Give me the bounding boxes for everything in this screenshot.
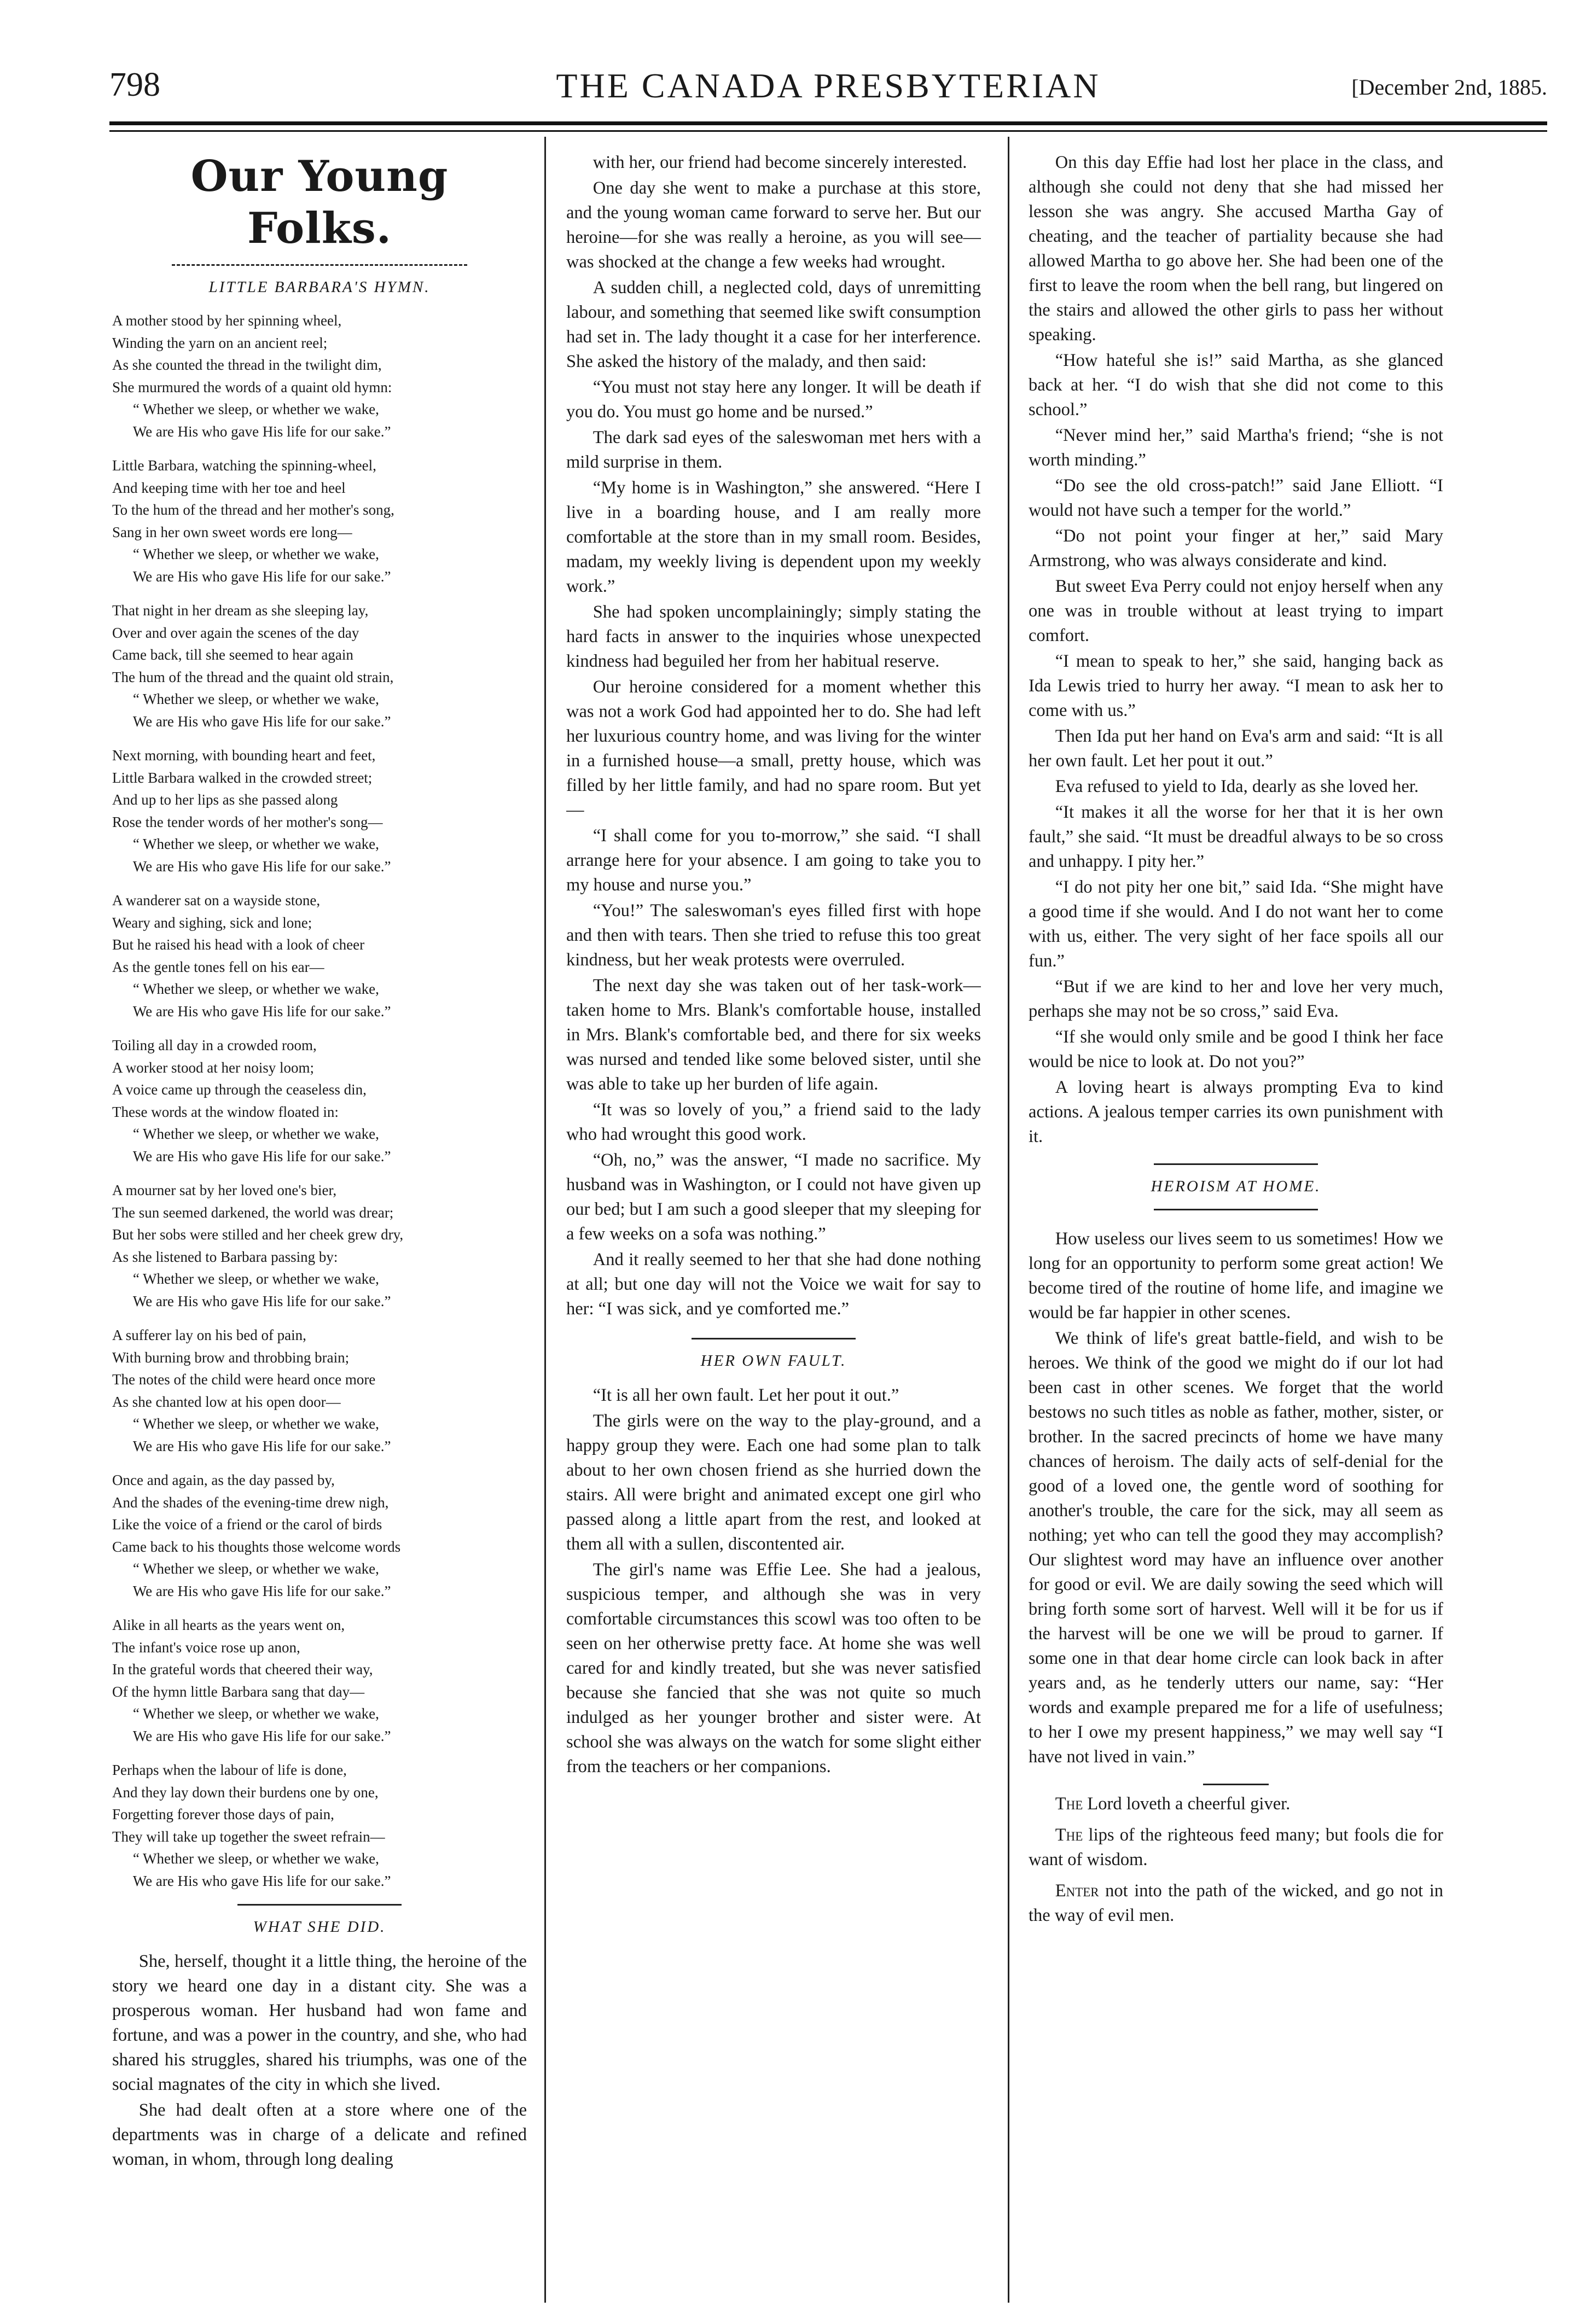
- poem-line: That night in her dream as she sleeping lay,: [112, 602, 369, 619]
- story-body: [1029, 150, 1443, 1149]
- paragraph: “My home is in Washington,” she answered. “Here I live in a boarding house, and I am really more comfortable at the store than in my small room. Besides, madam, my weekly living is dependent upon my weekly work.”: [566, 478, 981, 596]
- poem-line: “ Whether we sleep, or whether we wake,: [132, 1271, 379, 1287]
- proverb-lead: The: [1055, 1794, 1083, 1814]
- paragraph: One day she went to make a purchase at this store, and the young woman came forward to serve her. But our heroine—for she was really a heroine, as you will see—was shocked at the change a few weeks had wrought.: [566, 178, 981, 272]
- section-rule: [1154, 1163, 1318, 1165]
- story-body: [566, 150, 981, 1321]
- poem-line: We are His who gave His life for our sake.”: [132, 1727, 391, 1744]
- poem-line: A mother stood by her spinning wheel,: [112, 312, 342, 329]
- essay-title: HEROISM AT HOME.: [1151, 1178, 1321, 1195]
- stanza: [112, 1324, 527, 1457]
- paragraph: And it really seemed to her that she had done nothing at all; but one day will not the Voice we wait for say to her: “I was sick, and ye comforted me.”: [566, 1250, 981, 1319]
- paragraph: How useless our lives seem to us sometimes! How we long for an opportunity to perform some great action! We become tired of the routine of home life, and imagine we would be far happier in other scenes.: [1029, 1229, 1443, 1323]
- poem-line: Toiling all day in a crowded room,: [112, 1037, 317, 1053]
- paragraph: “Do not point your finger at her,” said Mary Armstrong, who was always considerate and kind.: [1029, 526, 1443, 570]
- poem-line: “ Whether we sleep, or whether we wake,: [132, 1416, 379, 1432]
- section-title: Our Young Folks.: [190, 152, 449, 253]
- paragraph: “It is all her own fault. Let her pout it out.”: [592, 1385, 899, 1405]
- story-title: WHAT SHE DID.: [253, 1918, 386, 1936]
- paragraph: She had spoken uncomplainingly; simply stating the hard facts in answer to the inquiries whose unexpected kindness had beguiled her from her habitual reserve.: [566, 602, 981, 671]
- stanza: [112, 599, 527, 732]
- paragraph: “I do not pity her one bit,” said Ida. “She might have a good time if she would. And I do not want her to come with us, either. The very sight of her face spoils all our fun.”: [1029, 877, 1443, 971]
- poem-line: Came back to his thoughts those welcome words: [112, 1538, 401, 1555]
- story-body: [566, 1383, 981, 1779]
- poem-line: Of the hymn little Barbara sang that day—: [112, 1683, 365, 1700]
- paragraph: “I mean to speak to her,” she said, hanging back as Ida Lewis tried to hurry her away. “I mean to ask her to come with us.”: [1029, 651, 1443, 720]
- issue-date: [December 2nd, 1885.: [1351, 75, 1547, 100]
- section-rule: [237, 1904, 402, 1906]
- poem-line: “ Whether we sleep, or whether we wake,: [132, 981, 379, 997]
- poem-line: Rose the tender words of her mother's song—: [112, 813, 383, 830]
- paragraph: We think of life's great battle-field, and wish to be heroes. We think of the good we might do if our lot had been cast in other scenes. We forget that the world bestows no such titles as noble as father, mother, sister, or brother. In the sacred precincts of home we have many chances of heroism. The daily acts of self-denial for the good of a loved one, the gentle word of soothing for another's trouble, the care for the sick, may all seem as nothing; yet who can tell the good they may accomplish? Our slightest word may have an influence over another for good or evil. We are daily sowing the seed which will bring forth some sort of harvest. Well will it be for us if the harvest will be one we will be proud to garner. If some one in that dear home circle can look back in after years and, as he tenderly utters our name, say: “Her words and example prepared me for a life of usefulness; to her I owe my present happiness,” we may well say “I have not lived in vain.”: [1029, 1329, 1443, 1767]
- poem-line: And keeping time with her toe and heel: [112, 479, 346, 496]
- poem-line: We are His who gave His life for our sake.”: [132, 713, 391, 730]
- paragraph: Our heroine considered for a moment whether this was not a work God had appointed her to do. She had left her luxurious country home, and was living for the winter in a furnished house—a small, pretty house, which was filled by her little family, and had no spare room. But yet—: [566, 677, 981, 820]
- paragraph: The girls were on the way to the play-ground, and a happy group they were. Each one had some plan to talk about to her own chosen friend as she hurried down the stairs. All were bright and animated except one girl who passed along a little apart from the rest, and looked at them all with a sullen, discontented air.: [566, 1411, 981, 1554]
- paragraph: She, herself, thought it a little thing, the heroine of the story we heard one day in a distant city. She was a prosperous woman. Her husband had won fame and fortune, and was a power in the country, and she, who had shared his struggles, shared his triumphs, was one of the social magnates of the city in which she lived.: [112, 1952, 527, 2094]
- poem-line: A worker stood at her noisy loom;: [112, 1059, 314, 1076]
- poem-line: Once and again, as the day passed by,: [112, 1472, 335, 1488]
- section-rule: [1154, 1209, 1318, 1210]
- poem-line: We are His who gave His life for our sake.”: [132, 1003, 391, 1020]
- poem-line: She murmured the words of a quaint old hymn:: [112, 378, 392, 395]
- poem-line: A mourner sat by her loved one's bier,: [112, 1182, 337, 1198]
- stanza: [112, 310, 527, 442]
- page-number: 798: [109, 66, 160, 103]
- paragraph: On this day Effie had lost her place in the class, and although she could not deny that she had missed her lesson she was angry. She accused Martha Gay of cheating, and the teacher of partiality because she had allowed Martha to go above her. She had been one of the first to leave the room when the bell rang, but lingered on the stairs and allowed the other girls to pass her without speaking.: [1029, 153, 1443, 345]
- stanza: [112, 455, 527, 587]
- poem-line: “ Whether we sleep, or whether we wake,: [132, 546, 379, 562]
- column-2: [566, 150, 981, 2300]
- proverbs: [1029, 1792, 1443, 1928]
- story-title: HER OWN FAULT.: [700, 1352, 847, 1370]
- paragraph: “If she would only smile and be good I think her face would be nice to look at. Do not you?”: [1029, 1027, 1443, 1071]
- proverb-text: not into the path of the wicked, and go not in the way of evil men.: [1029, 1881, 1443, 1925]
- paragraph: “You must not stay here any longer. It will be death if you do. You must go home and be nursed.”: [566, 377, 981, 422]
- poem-line: We are His who gave His life for our sake.”: [132, 1582, 391, 1599]
- column-1: [112, 150, 527, 2300]
- paragraph: “How hateful she is!” said Martha, as she glanced back at her. “I do wish that she did not come to this school.”: [1029, 351, 1443, 420]
- poem-line: As she chanted low at his open door—: [112, 1393, 341, 1410]
- paper-title: THE CANADA PRESBYTERIAN: [556, 66, 1101, 105]
- proverb-text: lips of the righteous feed many; but fools die for want of wisdom.: [1029, 1825, 1443, 1869]
- poem-line: “ Whether we sleep, or whether we wake,: [132, 1850, 379, 1867]
- page-header: [109, 66, 1547, 126]
- stanza: [112, 1469, 527, 1602]
- poem-line: A sufferer lay on his bed of pain,: [112, 1327, 306, 1343]
- poem-line: As she counted the thread in the twilight dim,: [112, 357, 382, 373]
- poem-line: And up to her lips as she passed along: [112, 791, 338, 808]
- stanza: [112, 889, 527, 1022]
- paragraph: “But if we are kind to her and love her very much, perhaps she may not be so cross,” said Eva.: [1029, 977, 1443, 1021]
- poem: [112, 310, 527, 1892]
- poem-line: In the grateful words that cheered their way,: [112, 1661, 373, 1678]
- section-rule: [692, 1338, 856, 1339]
- poem-line: Weary and sighing, sick and lone;: [112, 914, 312, 931]
- proverb: [1029, 1879, 1443, 1928]
- poem-line: The notes of the child were heard once more: [112, 1371, 376, 1388]
- poem-line: A wanderer sat on a wayside stone,: [112, 892, 321, 908]
- essay-body: [1029, 1227, 1443, 1769]
- poem-line: We are His who gave His life for our sake.”: [132, 1437, 391, 1454]
- poem-line: We are His who gave His life for our sake.”: [132, 858, 391, 875]
- poem-line: The sun seemed darkened, the world was drear;: [112, 1204, 394, 1221]
- poem-line: Forgetting forever those days of pain,: [112, 1806, 334, 1822]
- poem-line: To the hum of the thread and her mother's song,: [112, 502, 394, 518]
- proverb-lead: Enter: [1055, 1881, 1099, 1901]
- poem-line: Next morning, with bounding heart and feet,: [112, 747, 376, 764]
- poem-line: Like the voice of a friend or the carol of birds: [112, 1516, 382, 1533]
- poem-line: Alike in all hearts as the years went on,: [112, 1617, 345, 1633]
- proverb: [1029, 1823, 1443, 1872]
- paragraph: But sweet Eva Perry could not enjoy herself when any one was in trouble without at least trying to impart comfort.: [1029, 576, 1443, 645]
- paragraph: Eva refused to yield to Ida, dearly as she loved her.: [1055, 777, 1419, 796]
- poem-line: “ Whether we sleep, or whether we wake,: [132, 1705, 379, 1722]
- proverb: [1029, 1792, 1443, 1816]
- stanza: [112, 1034, 527, 1167]
- poem-line: As the gentle tones fell on his ear—: [112, 958, 324, 975]
- poem-line: And they lay down their burdens one by one,: [112, 1784, 379, 1801]
- paragraph: “You!” The saleswoman's eyes filled first with hope and then with tears. Then she tried to refuse this too great kindness, but her weak protests were overruled.: [566, 901, 981, 970]
- poem-line: They will take up together the sweet refrain—: [112, 1828, 385, 1845]
- poem-line: Sang in her own sweet words ere long—: [112, 523, 352, 540]
- header-rule-thin: [109, 130, 1547, 132]
- column-divider: [1008, 137, 1009, 2303]
- poem-line: With burning brow and throbbing brain;: [112, 1349, 350, 1366]
- poem-line: Little Barbara walked in the crowded street;: [112, 769, 373, 786]
- paragraph: with her, our friend had become sincerely interested.: [592, 153, 967, 172]
- poem-line: And the shades of the evening-time drew nigh,: [112, 1494, 389, 1511]
- proverb-text: Lord loveth a cheerful giver.: [1083, 1794, 1291, 1814]
- poem-line: The infant's voice rose up anon,: [112, 1639, 300, 1656]
- poem-title: LITTLE BARBARA'S HYMN.: [208, 278, 431, 296]
- paragraph: “I shall come for you to-morrow,” she said. “I shall arrange here for your absence. I am going to take you to my house and nurse you.”: [566, 826, 981, 895]
- poem-line: Came back, till she seemed to hear again: [112, 646, 353, 663]
- poem-line: These words at the window floated in:: [112, 1103, 339, 1120]
- poem-line: We are His who gave His life for our sake.”: [132, 1872, 391, 1889]
- poem-line: The hum of the thread and the quaint old strain,: [112, 668, 394, 685]
- paragraph: “It was so lovely of you,” a friend said to the lady who had wrought this good work.: [566, 1100, 981, 1144]
- column-divider: [544, 137, 546, 2303]
- paragraph: “Do see the old cross-patch!” said Jane Elliott. “I would not have such a temper for the world.”: [1029, 476, 1443, 520]
- poem-line: We are His who gave His life for our sake.”: [132, 423, 391, 440]
- title-rule: [172, 264, 467, 266]
- stanza: [112, 1179, 527, 1312]
- paragraph: The dark sad eyes of the saleswoman met hers with a mild surprise in them.: [566, 428, 981, 472]
- poem-line: But he raised his head with a look of cheer: [112, 936, 365, 953]
- poem-line: “ Whether we sleep, or whether we wake,: [132, 1560, 379, 1577]
- paragraph: Then Ida put her hand on Eva's arm and said: “It is all her own fault. Let her pout it out.”: [1029, 726, 1443, 771]
- poem-line: We are His who gave His life for our sake.”: [132, 1292, 391, 1309]
- poem-line: “ Whether we sleep, or whether we wake,: [132, 1126, 379, 1142]
- paragraph: The girl's name was Effie Lee. She had a jealous, suspicious temper, and although she was in very comfortable circumstances this scowl was too often to be seen on her otherwise pretty face. At home she was well cared for and kindly treated, but she was never satisfied because she fancied that she was not quite so much indulged as her younger brother and sister were. At school she was always on the watch for some slight either from the teachers or her companions.: [566, 1560, 981, 1777]
- poem-line: “ Whether we sleep, or whether we wake,: [132, 691, 379, 707]
- poem-line: As she listened to Barbara passing by:: [112, 1248, 338, 1265]
- poem-line: “ Whether we sleep, or whether we wake,: [132, 401, 379, 417]
- paragraph: “Never mind her,” said Martha's friend; “she is not worth minding.”: [1029, 426, 1443, 470]
- paragraph: “Oh, no,” was the answer, “I made no sacrifice. My husband was in Washington, or I could not have given up our bed; but I am such a good sleeper that my sleeping for a few weeks on a sofa was nothing.”: [566, 1150, 981, 1244]
- poem-line: Winding the yarn on an ancient reel;: [112, 334, 328, 351]
- stanza: [112, 1759, 527, 1892]
- poem-line: But her sobs were stilled and her cheek grew dry,: [112, 1226, 404, 1243]
- paragraph: A sudden chill, a neglected cold, days of unremitting labour, and something that seemed like swift consumption had set in. The lady thought it a case for her interference. She asked the history of the malady, and then said:: [566, 278, 981, 371]
- stanza: [112, 744, 527, 877]
- header-rule-thick: [109, 121, 1547, 125]
- proverb-lead: The: [1055, 1825, 1083, 1845]
- stanza: [112, 1614, 527, 1747]
- paragraph: A loving heart is always prompting Eva to kind actions. A jealous temper carries its own punishment with it.: [1029, 1077, 1443, 1146]
- section-rule: [1203, 1784, 1269, 1785]
- column-3: [1029, 150, 1443, 2300]
- poem-line: We are His who gave His life for our sake.”: [132, 1148, 391, 1164]
- poem-line: Little Barbara, watching the spinning-wheel,: [112, 457, 376, 474]
- poem-line: We are His who gave His life for our sake.”: [132, 568, 391, 585]
- poem-line: Perhaps when the labour of life is done,: [112, 1762, 347, 1778]
- poem-line: Over and over again the scenes of the day: [112, 624, 359, 641]
- paragraph: “It makes it all the worse for her that it is her own fault,” she said. “It must be dreadful always to be so cross and unhappy. I pity her.”: [1029, 802, 1443, 871]
- paragraph: She had dealt often at a store where one of the departments was in charge of a delicate and refined woman, in whom, through long dealing: [112, 2100, 527, 2169]
- poem-line: “ Whether we sleep, or whether we wake,: [132, 836, 379, 852]
- poem-line: A voice came up through the ceaseless din,: [112, 1081, 367, 1098]
- story-body: [112, 1949, 527, 2172]
- paragraph: The next day she was taken out of her task-work—taken home to Mrs. Blank's comfortable house, installed in Mrs. Blank's comfortable bed, and there for six weeks was nursed and tended like some beloved sister, until she was able to take up her burden of life again.: [566, 976, 981, 1094]
